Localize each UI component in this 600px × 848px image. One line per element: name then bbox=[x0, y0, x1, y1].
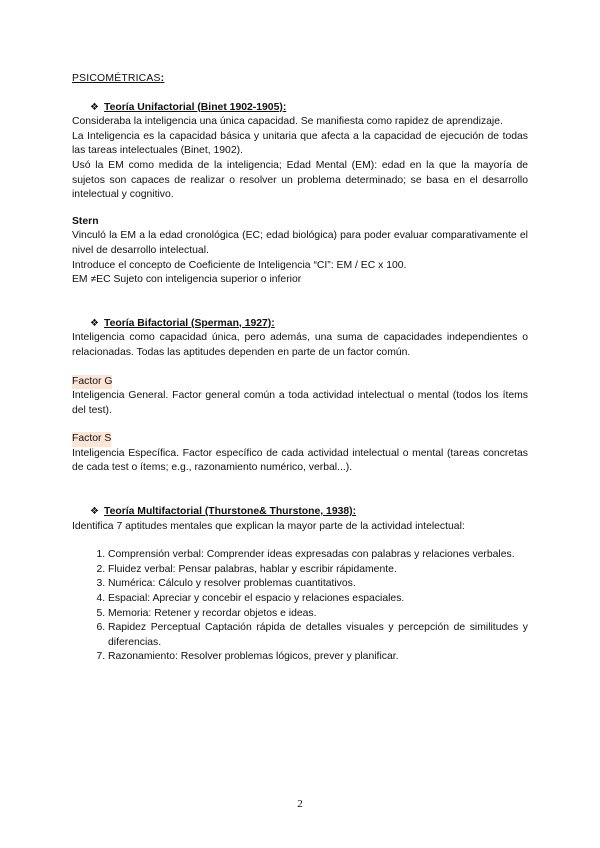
diamond-bullet-icon: ❖ bbox=[90, 506, 99, 518]
bifactorial-heading: ❖ Teoría Bifactorial (Sperman, 1927): bbox=[72, 317, 528, 332]
stern-paragraph: Introduce el concepto de Coeficiente de Inteligencia “CI”: EM / EC x 100. bbox=[72, 259, 407, 271]
unifactorial-paragraph: La Inteligencia es la capacidad básica y unitaria que afecta a la capacidad de ejecución de todas las tareas intelectuales (Binet, 1902). bbox=[72, 130, 528, 157]
stern-paragraph: EM ≠EC Sujeto con inteligencia superior o inferior bbox=[72, 274, 302, 286]
section-title: PSICOMÉTRICAS: bbox=[72, 73, 165, 84]
bifactorial-intro: Inteligencia como capacidad única, pero además, una suma de capacidades independientes o relacionadas. Todas las aptitudes dependen en parte de un factor común. bbox=[72, 332, 528, 358]
diamond-bullet-icon: ❖ bbox=[90, 317, 99, 329]
list-item: 1. Comprensión verbal: Comprender ideas expresadas con palabras y relaciones verbales. bbox=[108, 548, 528, 563]
factor-s-text: Inteligencia Específica. Factor específico de cada actividad intelectual o mental (tareas concretas de cada test o ítems; e.g., razonamiento numérico, verbal...). bbox=[72, 447, 528, 474]
list-item: 5. Memoria: Retener y recordar objetos e ideas. bbox=[108, 607, 528, 622]
list-item: 2. Fluidez verbal: Pensar palabras, hablar y escribir rápidamente. bbox=[108, 563, 528, 578]
unifactorial-heading: ❖ Teoría Unifactorial (Binet 1902-1905): bbox=[72, 101, 528, 116]
list-item: 7. Razonamiento: Resolver problemas lógicos, prever y planificar. bbox=[108, 650, 528, 665]
list-item: 4. Espacial: Apreciar y concebir el espacio y relaciones espaciales. bbox=[108, 592, 528, 607]
diamond-bullet-icon: ❖ bbox=[90, 101, 99, 113]
list-item: 3. Numérica: Cálculo y resolver problemas cuantitativos. bbox=[108, 577, 528, 592]
list-item: 6. Rapidez Perceptual Captación rápida de detalles visuales y percepción de similitudes y diferencias. bbox=[108, 621, 528, 650]
aptitudes-list bbox=[72, 548, 528, 665]
stern-heading: Stern bbox=[72, 215, 99, 227]
page-number: 2 bbox=[297, 798, 303, 810]
stern-paragraph: Vinculó la EM a la edad cronológica (EC; edad biológica) para poder evaluar comparativamente el nivel de desarrollo intelectual. bbox=[72, 230, 528, 256]
factor-g-text: Inteligencia General. Factor general común a toda actividad intelectual o mental (todos los ítems del test). bbox=[72, 390, 528, 416]
factor-g-label: Factor G bbox=[72, 375, 112, 390]
unifactorial-paragraph: Consideraba la inteligencia una única capacidad. Se manifiesta como rapidez de aprendizaje. bbox=[72, 116, 503, 128]
multifactorial-intro: Identifica 7 aptitudes mentales que explican la mayor parte de la actividad intelectual: bbox=[72, 520, 465, 532]
document-page bbox=[72, 72, 528, 665]
unifactorial-paragraph: Usó la EM como medida de la inteligencia; Edad Mental (EM): edad en la que la mayoría de sujetos son capaces de realizar o resolver un problema determinado; se basa en el desarrollo intelectual y cognitivo. bbox=[72, 159, 528, 201]
multifactorial-heading: ❖ Teoría Multifactorial (Thurstone& Thurstone, 1938): bbox=[72, 505, 528, 520]
factor-s-label: Factor S bbox=[72, 432, 111, 447]
